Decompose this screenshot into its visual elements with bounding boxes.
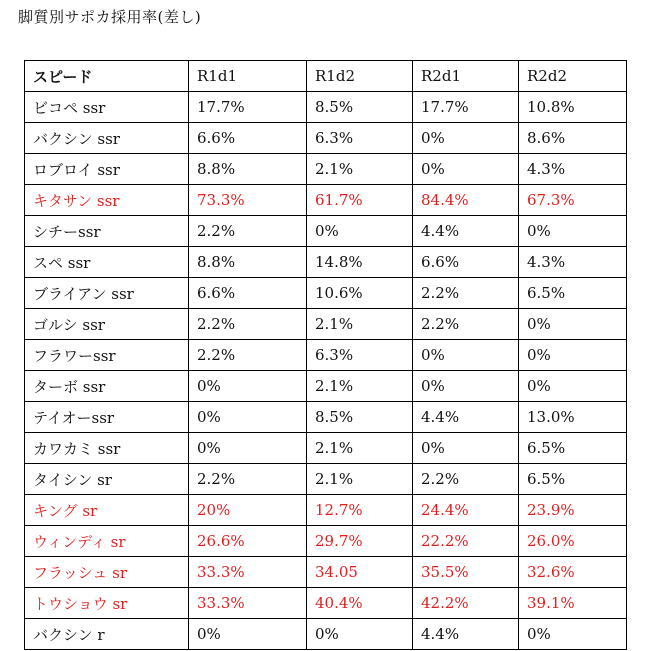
table-row	[25, 278, 627, 309]
r1d2-cell: 61.7%	[307, 185, 413, 216]
r1d1-cell: 8.8%	[189, 247, 307, 278]
table-row	[25, 154, 627, 185]
card-name-cell: バクシン r	[25, 619, 189, 650]
r2d2-cell: 6.5%	[519, 464, 627, 495]
r2d1-cell: 2.2%	[413, 464, 519, 495]
r2d2-cell: 10.8%	[519, 92, 627, 123]
table-row	[25, 185, 627, 216]
r1d2-cell: 8.5%	[307, 402, 413, 433]
r1d2-cell: 0%	[307, 216, 413, 247]
r2d1-cell: 17.7%	[413, 92, 519, 123]
card-name-cell: シチーssr	[25, 216, 189, 247]
r1d2-cell: 2.1%	[307, 464, 413, 495]
card-name-cell: テイオーssr	[25, 402, 189, 433]
card-name-cell: カワカミ ssr	[25, 433, 189, 464]
r2d1-cell: 24.4%	[413, 495, 519, 526]
r1d1-cell: 8.8%	[189, 154, 307, 185]
r2d2-cell: 0%	[519, 340, 627, 371]
r1d1-cell: 0%	[189, 619, 307, 650]
card-name-cell: スペ ssr	[25, 247, 189, 278]
r2d1-cell: 0%	[413, 371, 519, 402]
r1d1-cell: 2.2%	[189, 216, 307, 247]
card-name-cell: ゴルシ ssr	[25, 309, 189, 340]
r2d2-cell: 4.3%	[519, 154, 627, 185]
card-name-cell: バクシン ssr	[25, 123, 189, 154]
r2d2-cell: 23.9%	[519, 495, 627, 526]
table-row	[25, 123, 627, 154]
card-name-cell: ターボ ssr	[25, 371, 189, 402]
r2d2-cell: 39.1%	[519, 588, 627, 619]
r2d2-cell: 13.0%	[519, 402, 627, 433]
r1d2-cell: 2.1%	[307, 371, 413, 402]
table-row	[25, 340, 627, 371]
r1d1-cell: 2.2%	[189, 340, 307, 371]
r2d2-cell: 0%	[519, 216, 627, 247]
header-cell-r1d1: R1d1	[189, 61, 307, 92]
table-row	[25, 371, 627, 402]
header-row	[25, 61, 627, 92]
r1d1-cell: 2.2%	[189, 309, 307, 340]
r1d1-cell: 26.6%	[189, 526, 307, 557]
r2d2-cell: 4.3%	[519, 247, 627, 278]
table-row	[25, 526, 627, 557]
r1d2-cell: 10.6%	[307, 278, 413, 309]
r1d1-cell: 73.3%	[189, 185, 307, 216]
card-name-cell: フラッシュ sr	[25, 557, 189, 588]
r1d2-cell: 14.8%	[307, 247, 413, 278]
table-row	[25, 92, 627, 123]
header-cell-r1d2: R1d2	[307, 61, 413, 92]
r2d1-cell: 22.2%	[413, 526, 519, 557]
r1d2-cell: 2.1%	[307, 433, 413, 464]
table-row	[25, 309, 627, 340]
r2d1-cell: 4.4%	[413, 216, 519, 247]
table-row	[25, 495, 627, 526]
r2d1-cell: 42.2%	[413, 588, 519, 619]
card-name-cell: ビコペ ssr	[25, 92, 189, 123]
r1d2-cell: 6.3%	[307, 340, 413, 371]
table-row	[25, 402, 627, 433]
table-row	[25, 464, 627, 495]
r1d2-cell: 34.05	[307, 557, 413, 588]
r2d1-cell: 35.5%	[413, 557, 519, 588]
header-cell-r2d1: R2d1	[413, 61, 519, 92]
r1d2-cell: 40.4%	[307, 588, 413, 619]
table-row	[25, 216, 627, 247]
r2d1-cell: 0%	[413, 340, 519, 371]
table-row	[25, 433, 627, 464]
table-row	[25, 557, 627, 588]
r1d2-cell: 2.1%	[307, 154, 413, 185]
r2d1-cell: 0%	[413, 154, 519, 185]
r1d2-cell: 12.7%	[307, 495, 413, 526]
r1d1-cell: 0%	[189, 433, 307, 464]
r1d2-cell: 2.1%	[307, 309, 413, 340]
r2d2-cell: 67.3%	[519, 185, 627, 216]
r1d1-cell: 6.6%	[189, 123, 307, 154]
r2d1-cell: 4.4%	[413, 619, 519, 650]
card-name-cell: ロブロイ ssr	[25, 154, 189, 185]
card-name-cell: キタサン ssr	[25, 185, 189, 216]
r2d2-cell: 0%	[519, 619, 627, 650]
card-name-cell: フラワーssr	[25, 340, 189, 371]
r1d2-cell: 29.7%	[307, 526, 413, 557]
r1d1-cell: 2.2%	[189, 464, 307, 495]
r2d1-cell: 2.2%	[413, 309, 519, 340]
r2d2-cell: 0%	[519, 309, 627, 340]
r1d1-cell: 17.7%	[189, 92, 307, 123]
r1d1-cell: 0%	[189, 371, 307, 402]
r2d1-cell: 4.4%	[413, 402, 519, 433]
card-name-cell: ブライアン ssr	[25, 278, 189, 309]
r2d1-cell: 84.4%	[413, 185, 519, 216]
card-name-cell: タイシン sr	[25, 464, 189, 495]
r2d2-cell: 32.6%	[519, 557, 627, 588]
r2d1-cell: 2.2%	[413, 278, 519, 309]
card-name-cell: ウィンディ sr	[25, 526, 189, 557]
r1d1-cell: 33.3%	[189, 588, 307, 619]
r1d1-cell: 0%	[189, 402, 307, 433]
r2d2-cell: 6.5%	[519, 433, 627, 464]
r1d2-cell: 8.5%	[307, 92, 413, 123]
support-card-table	[24, 60, 627, 650]
r1d1-cell: 20%	[189, 495, 307, 526]
table-row	[25, 588, 627, 619]
card-name-cell: キング sr	[25, 495, 189, 526]
r1d1-cell: 6.6%	[189, 278, 307, 309]
table-row	[25, 247, 627, 278]
r2d2-cell: 8.6%	[519, 123, 627, 154]
r1d2-cell: 6.3%	[307, 123, 413, 154]
card-name-cell: トウショウ sr	[25, 588, 189, 619]
r2d2-cell: 0%	[519, 371, 627, 402]
r2d1-cell: 0%	[413, 123, 519, 154]
page-title: 脚質別サポカ採用率(差し)	[18, 8, 202, 26]
table-row	[25, 619, 627, 650]
r2d2-cell: 26.0%	[519, 526, 627, 557]
table-body	[25, 92, 627, 650]
header-cell-speed: スピード	[25, 61, 189, 92]
r1d2-cell: 0%	[307, 619, 413, 650]
header-cell-r2d2: R2d2	[519, 61, 627, 92]
r1d1-cell: 33.3%	[189, 557, 307, 588]
r2d1-cell: 0%	[413, 433, 519, 464]
r2d2-cell: 6.5%	[519, 278, 627, 309]
r2d1-cell: 6.6%	[413, 247, 519, 278]
